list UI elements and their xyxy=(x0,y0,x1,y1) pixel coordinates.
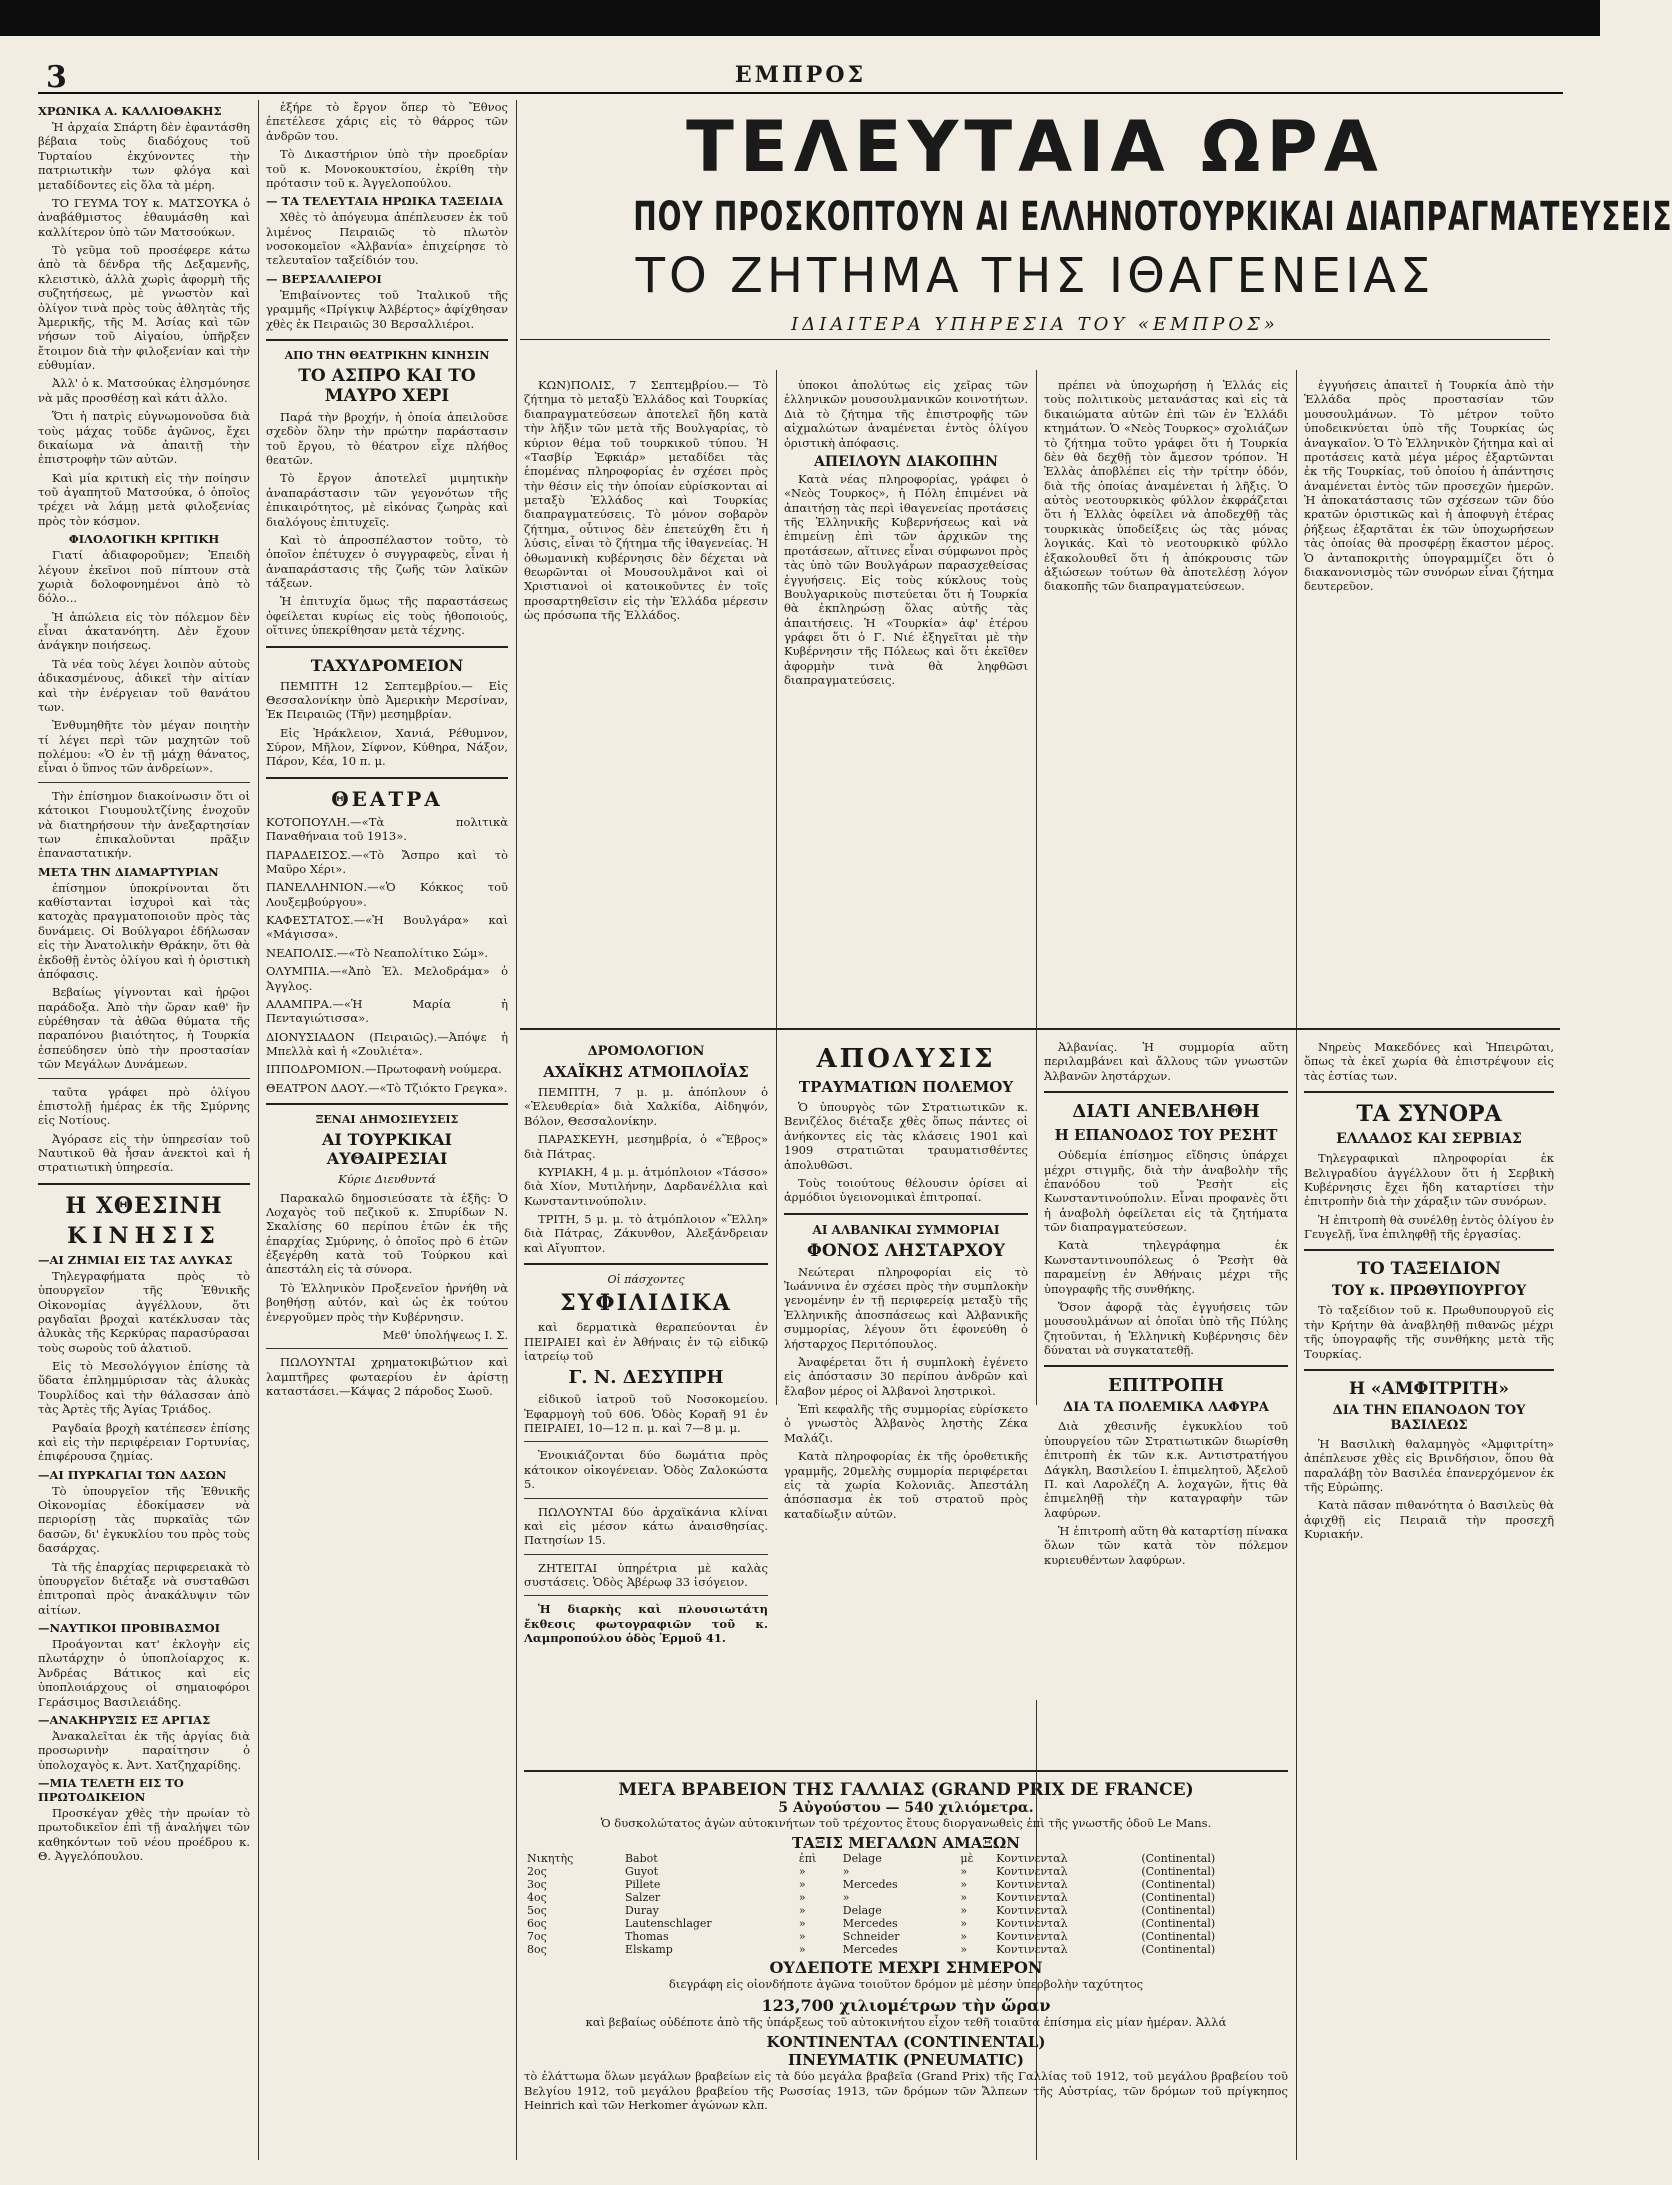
grand-prix-ad xyxy=(524,1770,1288,2160)
column-rule xyxy=(1296,370,1297,2160)
news-subhead: —ΜΙΑ ΤΕΛΕΤΗ ΕΙΣ ΤΟ ΠΡΩΤΟΔΙΚΕΙΟΝ xyxy=(38,1776,184,1804)
divider xyxy=(1304,1249,1554,1251)
lead-column xyxy=(1044,378,1288,1018)
paragraph: Νηρεὺς Μακεδόνες καὶ Ἠπειρῶται, ὅπως τὰ ἐκεῖ χωρία θὰ ἐπιστρέψουν εἰς τὰς ἑστίας των. xyxy=(1304,1040,1554,1083)
chronicle-heading: ΚΙΝΗΣΙΣ xyxy=(67,1222,221,1249)
paragraph: Ἐπὶ κεφαλῆς τῆς συμμορίας εὑρίσκετο ὁ γνωστὸς Ἀλβανὸς ληστὴς Ζέκα Μαλάζι. xyxy=(784,1402,1028,1445)
newspaper-name: ΕΜΠΡΟΣ xyxy=(734,62,867,88)
paragraph: Ἡ ἐπιτροπὴ αὕτη θὰ καταρτίσῃ πίνακα ὅλων τῶν κατὰ τὸν πόλεμον κυριευθέντων λαφύρων. xyxy=(1044,1524,1288,1567)
table-cell: Delage xyxy=(842,1904,882,1918)
divider xyxy=(524,1441,768,1442)
paragraph: Ὁ δυσκολώτατος ἀγὼν αὐτοκινήτων τοῦ τρέχοντος ἔτους διοργανωθεὶς ἐπὶ τῆς γνωστῆς ὁδοῦ Le Mans. xyxy=(600,1816,1212,1830)
divider xyxy=(784,1213,1028,1215)
banner-headline xyxy=(520,106,1672,340)
table-cell: » xyxy=(798,1865,806,1879)
table-cell: Mercedes xyxy=(842,1943,898,1957)
table-cell: Κοντινενταλ xyxy=(996,1891,1068,1905)
theatre-listing: ΚΟΤΟΠΟΥΛΗ.—«Τὰ πολιτικὰ Παναθήναια τοῦ 1913». xyxy=(266,814,508,844)
divider xyxy=(524,1595,768,1596)
section-heading: ΑΠΕΙΛΟΥΝ ΔΙΑΚΟΠΗΝ xyxy=(814,453,998,470)
table-cell: 5ος xyxy=(527,1904,547,1918)
table-cell: Mercedes xyxy=(842,1878,898,1892)
paragraph: Ραγδαία βροχὴ κατέπεσεν ἐπίσης καὶ εἰς τὴν περιφέρειαν Γορτυνίας, ἐπιφέρουσα ζημίας. xyxy=(38,1420,250,1464)
paragraph: Κατὰ τηλεγράφημα ἐκ Κωνσταντινουπόλεως ὁ Ῥεσὴτ θὰ παραμείνῃ ἐν Ἀθήναις μέχρι τῆς ὑπογραφῆς τῆς συνθήκης. xyxy=(1044,1238,1288,1296)
theatre-listing: ΚΑΦΕΣΤΑΤΟΣ.—«Ἡ Βουλγάρα» καὶ «Μάγισσα». xyxy=(266,913,508,942)
table-cell: (Continental) xyxy=(1141,1943,1216,1957)
section-heading: ΘΕΑΤΡΑ xyxy=(331,786,443,811)
column-rule xyxy=(516,100,517,2160)
paragraph: Ὁ ὑπουργὸς τῶν Στρατιωτικῶν κ. Βενιζέλος διέταξε χθὲς ὅπως πάντες οἱ ἀνήκοντες εἰς τὰς κλάσεις 1901 καὶ 1909 στρατιῶται τραυματισθέντες ἀπολυθῶσι. xyxy=(784,1100,1028,1172)
table-row xyxy=(524,1917,1288,1930)
paragraph: Τὸ ὑπουργεῖον τῆς Ἐθνικῆς Οἰκονομίας ἐδοκίμασεν νὰ περιορίσῃ τὰς πυρκαϊὰς τῶν δασῶν, δι' ἐγκυκλίου του πρὸς τοὺς δασάρχας. xyxy=(38,1483,250,1556)
table-cell: Pillete xyxy=(624,1878,661,1892)
paragraph: Ἀλλ' ὁ κ. Ματσούκας ἐλησμόνησε νὰ μᾶς προσθέσῃ καὶ κάτι ἀλλο. xyxy=(38,376,250,405)
paragraph: Προσκέγαν χθὲς τὴν πρωίαν τὸ πρωτοδικεῖον ἐπὶ τῇ ἀναλήψει τῶν καθηκόντων τοῦ νέου προέδρου κ. Θ. Ἀγγελόπουλου. xyxy=(38,1806,250,1864)
column-rule xyxy=(1036,370,1037,1405)
article-heading: ΑΠΟΛΥΣΙΣ xyxy=(816,1044,996,1074)
table-cell: (Continental) xyxy=(1141,1891,1216,1905)
table-cell: Κοντινενταλ xyxy=(996,1865,1068,1879)
classified-ad: ΠΩΛΟΥΝΤΑΙ χρηματοκιβώτιον καὶ λαμπτῆρες φωταερίου ἐν ἀρίστῃ καταστάσει.—Κάψας 2 πάροδος Σωοῦ. xyxy=(266,1355,508,1398)
table-cell: Κοντινενταλ xyxy=(996,1878,1068,1892)
paragraph: ΠΑΡΑΣΚΕΥΗ, μεσημβρία, ὁ «Ἕβρος» διὰ Πάτρας. xyxy=(524,1132,768,1161)
table-row xyxy=(524,1865,1288,1878)
divider xyxy=(266,339,508,341)
table-cell: » xyxy=(798,1930,806,1944)
table-cell: » xyxy=(798,1891,806,1905)
table-cell: 7ος xyxy=(527,1930,547,1944)
theatre-listing: ΝΕΑΠΟΛΙΣ.—«Τὸ Νεαπολίτικο Σώμ». xyxy=(266,945,489,960)
classified-ad: ΠΩΛΟΥΝΤΑΙ δύο ἀρχαϊκάνια κλίναι καὶ εἰς μέσον κάτω ἀναισθησίας. Πατησίων 15. xyxy=(524,1504,768,1548)
lead-column xyxy=(1304,378,1554,1018)
classified-ad: Ἡ διαρκὴς καὶ πλουσιωτάτη ἔκθεσις φωτογραφιῶν τοῦ κ. Λαμπροπούλου ὁδὸς Ἑρμοῦ 41. xyxy=(524,1602,768,1646)
paragraph: Ἀγόρασε εἰς τὴν ὑπηρεσίαν τοῦ Ναυτικοῦ θὰ ἦσαν ἀνεκτοὶ καὶ ἡ στρατιωτικὴ ὑπηρεσία. xyxy=(38,1131,250,1175)
article-heading: ΤΟ ΤΑΞΕΙΔΙΟΝ xyxy=(1357,1259,1501,1280)
article-heading: Η «ΑΜΦΙΤΡΙΤΗ» xyxy=(1348,1378,1510,1399)
paragraph: καὶ δερματικὰ θεραπεύονται ἐν ΠΕΙΡΑΙΕΙ καὶ ἐν Ἀθήναις ἐν τῷ εἰδικῷ ἰατρείῳ τοῦ xyxy=(524,1320,768,1363)
table-cell: Babot xyxy=(624,1852,658,1866)
table-heading: ΤΑΞΙΣ ΜΕΓΑΛΩΝ ΑΜΑΞΩΝ xyxy=(792,1834,1020,1853)
paragraph: Τὸ Ἑλληνικὸν Προξενεῖον ἠρνήθη νὰ βοηθήσῃ αὐτόν, καὶ ὡς ἐκ τούτου ἐνεργοῦμεν πρὸς τὴν Κυβέρνησιν. xyxy=(266,1280,508,1324)
section-heading: ΑΠΟ ΤΗΝ ΘΕΑΤΡΙΚΗΝ ΚΙΝΗΣΙΝ xyxy=(284,348,490,362)
article-heading: ΔΙΑ ΤΗΝ ΕΠΑΝΟΔΟΝ ΤΟΥ ΒΑΣΙΛΕΩΣ xyxy=(1332,1402,1526,1433)
news-subhead: —ΝΑΥΤΙΚΟΙ ΠΡΟΒΙΒΑΣΜΟΙ xyxy=(38,1621,221,1635)
table-cell: (Continental) xyxy=(1141,1852,1216,1866)
table-cell: » xyxy=(798,1904,806,1918)
table-cell: » xyxy=(960,1917,968,1931)
table-cell: Salzer xyxy=(624,1891,661,1905)
paragraph: Παρά τὴν βροχήν, ἡ ὁποία ἀπειλοῦσε σχεδὸν ὅλην τὴν πρώτην παράστασιν τοῦ ἔργου, τὸ θέατρον εἶχε πλήθος θεατῶν. xyxy=(266,409,508,467)
paragraph: Εἰς τὸ Μεσολόγγιον ἐπίσης τὰ ὕδατα ἐπλημμύρισαν τὰς ἀλυκὰς Τουρλίδος καὶ τὴν θάλασσαν ἀπὸ τὰς Ἀρτὲς τῆς Ἀγίας Τριάδος. xyxy=(38,1359,250,1417)
banner-line: ΤΕΛΕΥΤΑΙΑ ΩΡΑ xyxy=(686,106,1384,188)
table-cell: » xyxy=(960,1865,968,1879)
theatre-listing: ΠΑΝΕΛΛΗΝΙΟΝ.—«Ὁ Κόκκος τοῦ Λουξεμβούργου». xyxy=(266,880,508,909)
banner-line: ΤΟ ΖΗΤΗΜΑ ΤΗΣ ΙΘΑΓΕΝΕΙΑΣ xyxy=(635,248,1435,304)
banner-line: ΠΟΥ ΠΡΟΣΚΟΠΤΟΥΝ ΑΙ ΕΛΛΗΝΟΤΟΥΡΚΙΚΑΙ ΔΙΑΠΡΑΓΜΑΤΕΥΣΕΙΣ xyxy=(633,194,1672,240)
news-subhead: —ΑΙ ΖΗΜΙΑΙ ΕΙΣ ΤΑΣ ΑΛΥΚΑΣ xyxy=(38,1252,233,1267)
table-cell: 3ος xyxy=(527,1878,547,1892)
table-cell: Schneider xyxy=(842,1930,900,1944)
paragraph: ἐπίσημον ὑποκρίνονται ὅτι καθίστανται ἰσχυροὶ καὶ τὰς κατοχὰς πραγματοποιοῦν πρὸς τὰς δυνάμεις. Οἱ Βούλγαροι ἐδήλωσαν εἰς τὴν Ἀνατολικὴν Θράκην, ὅτι θὰ ἐκδοθῇ ἐντὸς ὀλίγου καὶ ἡ ὁριστικὴ ἀπόφασις. xyxy=(38,880,250,981)
paragraph: Ἡ Βασιλικὴ θαλαμηγὸς «Ἀμφιτρίτη» ἀπέπλευσε χθὲς εἰς Βρινδήσιον, ὅπου θὰ παραλάβῃ τὸν Βασιλέα ἐπανερχόμενον ἐκ τῆς Εὐρώπης. xyxy=(1304,1436,1554,1494)
table-cell: μὲ xyxy=(960,1852,974,1866)
table-cell: » xyxy=(798,1878,806,1892)
paragraph: Νεώτεραι πληροφορίαι εἰς τὸ Ἰωάννινα ἐν σχέσει πρὸς τὴν συμπλοκὴν γενομένην ἐν τῇ περιφερείᾳ μεταξὺ τῆς Ἑλληνικῆς ἀποσπάσεως καὶ Ἀλβανικῆς συμμορίας, λέγουν ὅτι ἐφονεύθη ὁ λήσταρχος Περιτόπουλος. xyxy=(784,1264,1028,1351)
news-column xyxy=(784,1040,1028,1521)
paragraph: Ἡ ἀπώλεια εἰς τὸν πόλεμον δὲν εἶναι ἀκατανόητη. Δὲν ἔχουν ἀνάγκην ποιήσεως. xyxy=(38,609,250,653)
lead-column xyxy=(524,378,768,1018)
table-cell: 2ος xyxy=(527,1865,547,1879)
article-heading: ΕΛΛΑΔΟΣ ΚΑΙ ΣΕΡΒΙΑΣ xyxy=(1336,1131,1522,1148)
paragraph: διεγράφη εἰς οἱονδήποτε ἀγῶνα τοιοῦτον δρόμον μὲ μέσην ὑπερβολὴν ταχύτητος xyxy=(668,1977,1144,1992)
divider xyxy=(266,777,508,779)
article-heading: ΔΙΑ ΤΑ ΠΟΛΕΜΙΚΑ ΛΑΦΥΡΑ xyxy=(1063,1400,1269,1416)
divider xyxy=(266,1348,508,1349)
ad-highlight: 123,700 χιλιομέτρων τὴν ὥραν xyxy=(761,1995,1051,2015)
paragraph: Τὸ Δικαστήριον ὑπὸ τὴν προεδρίαν τοῦ κ. Μονοκουκτσίου, ἐκρίθη τὴν πρότασιν τοῦ κ. Ἀγγελοπούλου. xyxy=(266,147,508,190)
paragraph: Χθὲς τὸ ἀπόγευμα ἀπέπλευσεν ἐκ τοῦ λιμένος Πειραιῶς τὸ πλωτὸν νοσοκομεῖον «Ἀλβανία» ἐπιχείρησε τὸ τελευταῖον ταξείδιόν του. xyxy=(266,210,508,268)
paragraph: Ἀλβανίας. Ἡ συμμορία αὕτη περιλαμβάνει καὶ ἄλλους τῶν γνωστῶν Ἀλβανῶν ληστάρχων. xyxy=(1044,1040,1288,1083)
paragraph: Ἀναφέρεται ὅτι ἡ συμπλοκὴ ἐγένετο εἰς ἀπόστασιν 30 περίπου ἀνδρῶν καὶ ἔλαβον μέρος οἱ Ἀλβανοὶ ληστρικοὶ. xyxy=(784,1354,1028,1398)
paragraph: ἐγγυήσεις ἀπαιτεῖ ἡ Τουρκία ἀπὸ τὴν Ἑλλάδα πρὸς προστασίαν τῶν μουσουλμάνων. Τὸ μέτρον τοῦτο ὑποδεικνύεται ὑπὸ τῆς Τουρκίας ὡς ἀναγκαῖον. Ὁ Τὸ Ἑλληνικὸν ζήτημα καὶ αἱ προτάσεις κατὰ μέγα μέρος ἐξαρτῶνται ἐκ τῆς Τουρκίας, τοῦ ὁποίου ἡ ἀπάντησις ἀναμένεται ἐντὸς τῶν προσεχῶν ἡμερῶν. Ἡ ἀποκατάστασις τῶν σχέσεων τῶν δύο κρατῶν ὁριστικῶς καὶ ἡ ἀποφυγὴ ἑτέρας ῥήξεως ἐξαρτᾶται ἐκ τῶν ὑποχωρήσεων τὰς ὁποίας θὰ προσφέρῃ ἕκαστον μέρος. Ὁ ἀνταποκριτὴς ὑπογραμμίζει ὅτι ὁ διακανονισμὸς τῶν συνόρων εἶναι ζήτημα δευτερεῦον. xyxy=(1304,378,1554,594)
table-cell: » xyxy=(842,1865,850,1879)
paragraph: εἰδικοῦ ἰατροῦ τοῦ Νοσοκομείου. Ἐφαρμογὴ τοῦ 606. Ὁδὸς Κοραῆ 91 ἐν ΠΕΙΡΑΙΕΙ, 10—12 π. μ. καὶ 7—8 μ. μ. xyxy=(524,1392,768,1435)
ad-highlight: ΟΥΔΕΠΟΤΕ ΜΕΧΡΙ ΣΗΜΕΡΟΝ xyxy=(769,1958,1043,1978)
table-cell: (Continental) xyxy=(1141,1904,1216,1918)
table-cell: 4ος xyxy=(527,1891,547,1905)
ad-subheading: 5 Αὐγούστου — 540 χιλιόμετρα. xyxy=(778,1800,1034,1816)
paragraph: Γιατί ἀδιαφοροῦμεν; Ἐπειδὴ λέγουν ἐκεῖνοι ποῦ πίπτουν στὰ χωριὰ δολοφονημένοι ἀπὸ τὸ δόλο... xyxy=(38,548,250,606)
theatre-listing: ΔΙΟΝΥΣΙΑΔΟΝ (Πειραιῶς).—Ἀπόψε ἡ Μπελλὰ καὶ ἡ «Ζουλιέτα». xyxy=(266,1029,508,1058)
classified-ad: Ἐνοικιάζονται δύο δωμάτια πρὸς κάτοικον οἰκογένειαν. Ὁδὸς Ζαλοκώστα 5. xyxy=(524,1448,768,1492)
top-black-bar xyxy=(0,0,1600,36)
paragraph: Ὅσον ἀφορᾷ τὰς ἐγγυήσεις τῶν μουσουλμάνων αἱ ὁποῖαι ὑπὸ τῆς Πύλης ζητοῦνται, ἡ Ἑλληνικὴ Κυβέρνησις δὲν δύναται νὰ συγκατατεθῇ. xyxy=(1044,1299,1288,1357)
paragraph: Οὐδεμία ἐπίσημος εἴδησις ὑπάρχει μέχρι στιγμῆς, διὰ τὴν ἀναβολὴν τῆς ἐπανόδου τοῦ Ῥεσὴτ εἰς Κωνσταντινούπολιν. Εἶναι προφανὲς ὅτι ἡ ἀναβολὴ ὀφείλεται εἰς τὰ ζητήματα τῶν διαπραγματεύσεων. xyxy=(1044,1148,1288,1234)
divider xyxy=(266,1103,508,1105)
table-cell: Delage xyxy=(842,1852,882,1866)
paragraph: Παρακαλῶ δημοσιεύσατε τὰ ἑξῆς: Ὁ Λοχαγὸς τοῦ πεζικοῦ κ. Σπυρίδων Ν. Σκαλίσης 60 περίπου ἐτῶν ἐκ τῆς ἐπαρχίας Σμύρνης, ὁ ὁποῖος πρὸ 6 ἐτῶν ἐξεγέρθη κατὰ τοῦ Τούρκου καὶ ἀπεστάλη εἰς τὰ σύνορα. xyxy=(266,1190,508,1277)
theatre-listing: ΟΛΥΜΠΙΑ.—«Ἀπὸ Ἑλ. Μελοδράμα» ὁ Ἀγγλος. xyxy=(266,964,508,993)
ad-heading: ΔΡΟΜΟΛΟΓΙΟΝ xyxy=(587,1044,705,1059)
paragraph: Ἡ ἐπιτροπὴ θὰ συνέλθῃ ἐντὸς ὀλίγου ἐν Γευγελῇ, ἵνα ἐπιληφθῇ τῆς ἐργασίας. xyxy=(1304,1212,1554,1241)
table-cell: Thomas xyxy=(624,1930,669,1944)
ad-heading: ΑΧΑΪΚΗΣ ΑΤΜΟΠΛΟΪΑΣ xyxy=(543,1063,749,1081)
news-subhead: — ΤΑ ΤΕΛΕΥΤΑΙΑ ΗΡΩΙΚΑ ΤΑΞΕΙΔΙΑ xyxy=(266,194,503,209)
news-column xyxy=(1044,1040,1288,1690)
table-cell: » xyxy=(798,1917,806,1931)
table-cell: » xyxy=(960,1891,968,1905)
paragraph: Διὰ χθεσινῆς ἐγκυκλίου τοῦ ὑπουργείου τῶν Στρατιωτικῶν διωρίσθη ἐπιτροπὴ ἐκ τῶν κ.κ. Αντιστρατήγου Δάγκλη, Βασιλείου Ι. ἐπιμελητοῦ, Ἀξελοῦ Π. καὶ Λαρολέζη Α. λοχαγῶν, ἥτις θὰ ἐπιμεληθῇ τὴν καταγραφὴν τῶν λαφύρων. xyxy=(1044,1419,1288,1520)
masthead-rule xyxy=(38,92,1563,94)
table-cell: Elskamp xyxy=(624,1943,673,1957)
article-heading: ΤΡΑΥΜΑΤΙΩΝ ΠΟΛΕΜΟΥ xyxy=(798,1078,1014,1096)
ad-pretext: Οἱ πάσχοντες xyxy=(607,1273,685,1287)
divider xyxy=(524,1554,768,1555)
paragraph: Τοὺς τοιούτους θέλουσιν ὁρίσει αἱ ἁρμόδιοι ὑγειονομικαὶ ἐπιτροπαί. xyxy=(784,1175,1028,1205)
article-heading: ΦΟΝΟΣ ΛΗΣΤΑΡΧΟΥ xyxy=(807,1240,1005,1261)
ads-column xyxy=(524,1040,768,1760)
paragraph: ἐξήρε τὸ ἔργον ὅπερ τὸ Ἔθνος ἐπετέλεσε χάρις εἰς τὸ θάρρος τῶν ἀνδρῶν του. xyxy=(266,100,508,143)
classified-ad: ΖΗΤΕΙΤΑΙ ὑπηρέτρια μὲ καλὰς συστάσεις. Ὁδὸς Ἀβέρωφ 33 ἰσόγειον. xyxy=(524,1560,768,1589)
paragraph: ὑποκοι ἀπολύτως εἰς χεῖρας τῶν ἑλληνικῶν μουσουλμανικῶν κοινοτήτων. Διὰ τὸ ζήτημα τῆς ἐπιστροφῆς τῶν αἰχμαλώτων ἀναμένεται ἐντὸς ὀλίγου ὁριστικὴ ἀπόφασις. xyxy=(784,378,1028,450)
news-subhead: —ΑΝΑΚΗΡΥΞΙΣ ΕΞ ΑΡΓΙΑΣ xyxy=(38,1712,211,1727)
table-cell: » xyxy=(960,1943,968,1957)
article-heading: Η ΕΠΑΝΟΔΟΣ ΤΟΥ ΡΕΣΗΤ xyxy=(1054,1126,1278,1145)
article-heading: ΤΑ ΣΥΝΟΡΑ xyxy=(1356,1101,1502,1128)
table-cell: Mercedes xyxy=(842,1917,898,1931)
ad-highlight: ΠΝΕΥΜΑΤΙΚ (PNEUMATIC) xyxy=(788,2051,1024,2070)
second-column xyxy=(266,100,508,2160)
page-number: 3 xyxy=(46,60,67,95)
article-heading: ΕΠΙΤΡΟΠΗ xyxy=(1108,1375,1224,1397)
table-cell: ἐπὶ xyxy=(798,1852,817,1866)
table-cell: (Continental) xyxy=(1141,1878,1216,1892)
paragraph: ΤΡΙΤΗ, 5 μ. μ. τὸ ἀτμόπλοιον «Ἕλλη» διὰ Πάτρας, Ζάκυνθον, Ἀλεξάνδρειαν καὶ Αἴγυπτον. xyxy=(524,1212,768,1255)
paragraph: Ἡ ἐπιτυχία ὅμως τῆς παραστάσεως ὀφείλεται κυρίως εἰς τοὺς ἠθοποιούς, οἵτινες ὑπεκρίθησαν μετὰ τέχνης. xyxy=(266,594,508,638)
article-heading: ΤΟ ΑΣΠΡΟ ΚΑΙ ΤΟ ΜΑΥΡΟ ΧΕΡΙ xyxy=(298,365,476,406)
divider xyxy=(1304,1091,1554,1093)
left-column xyxy=(38,100,250,2160)
paragraph: Τὰ τῆς ἐπαρχίας περιφερειακὰ τὸ ὑπουργεῖον διέταξε νὰ συσταθῶσι ἐπιτροπαὶ πρὸς ἀνακάλυψιν τῶν αἰτίων. xyxy=(38,1559,250,1617)
table-cell: Νικητὴς xyxy=(527,1852,574,1866)
table-cell: » xyxy=(960,1930,968,1944)
divider xyxy=(266,646,508,648)
paragraph: Ἀνακαλεῖται ἐκ τῆς ἀργίας διὰ προσωρινὴν παραίτησιν ὁ ὑπολοχαγὸς κ. Ἀντ. Χατζηχαρίδης. xyxy=(38,1728,250,1772)
paragraph: πρέπει νὰ ὑποχωρήσῃ ἡ Ἑλλάς εἰς τοὺς πολιτικοὺς μετανάστας καὶ εἰς τὰ δικαιώματα αὐτῶν ἐπὶ τῶν ἐν Ἑλλάδι κτημάτων. Ὁ «Νεὸς Τουρκος» σχολιάζων τὸ ζήτημα τοῦτο γράφει ὅτι ἡ Τουρκία δὲν θὰ δεχθῇ τὸν ἄμεσον τρόπον. Ἡ Ἑλλὰς ἀποβλέπει εἰς τὴν τρίτην ὁδόν, διὰ τῆς ὁποίας ἀναμένεται ἡ λῆξις. Ὁ αὐτὸς νεοτουρκικὸς φύλλον ἐκφράζεται ὅτι ἡ Ἑλλὰς ὀφείλει νὰ ἀποδεχθῇ τὰς τουρκικὰς ὑποδείξεις ὡς τὰς μόνας λογικάς. Καὶ τὸ νεοτουρκικὸ φύλλο ἐξακολουθεῖ ὅτι ἡ ἀπόκρουσις τῶν ἀξιώσεων τούτων θὰ ἀποτελέσῃ λόγον διακοπῆς τῶν διαπραγματεύσεων. xyxy=(1044,378,1288,594)
section-heading: ΑΙ ΑΛΒΑΝΙΚΑΙ ΣΥΜΜΟΡΙΑΙ xyxy=(812,1222,1000,1237)
divider xyxy=(520,1028,1560,1030)
ad-heading: ΜΕΓΑ ΒΡΑΒΕΙΟΝ ΤΗΣ ΓΑΛΛΙΑΣ (GRAND PRIX DE FRANCE) xyxy=(618,1780,1194,1800)
article-heading: ΑΙ ΤΟΥΡΚΙΚΑΙ ΑΥΘΑΙΡΕΣΙΑΙ xyxy=(322,1130,452,1169)
column-rule xyxy=(258,100,259,2160)
news-column xyxy=(1304,1040,1554,2160)
table-cell: Κοντινενταλ xyxy=(996,1930,1068,1944)
paragraph: Βεβαίως γίγνονται καὶ ἡρῷοι παράδοξα. Ἀπὸ τὴν ὥραν καθ' ἣν εὑρέθησαν τὰ ἀθῶα θύματα τῆς παραπόνου βιαιότητος, ἡ Τουρκία ἐσπεύδησεν ὑπὸ τὴν προστασίαν τῶν Μεγάλων Δυνάμεων. xyxy=(38,985,250,1072)
banner-line: ΙΔΙΑΙΤΕΡΑ ΥΠΗΡΕΣΙΑ ΤΟΥ «ΕΜΠΡΟΣ» xyxy=(520,314,1550,340)
paragraph: Κατὰ νέας πληροφορίας, γράφει ὁ «Νεὸς Τουρκος», ἡ Πόλη ἐπιμένει νὰ ἀπαιτήσῃ τὰς περὶ ἰθαγενείας προτάσεις τῆς Ἑλληνικῆς Κυβερνήσεως καὶ νὰ ἐπιμείνῃ ἐπὶ τῶν ἀρχικῶν της προτάσεων, αἵτινες εἶναι σύμφωνοι πρὸς τὰς ὑπὸ τῶν Βουλγάρων παρασχεθείσας ἐγγυήσεις. Εἰς τοὺς κύκλους τοὺς Βουλγαρικοὺς πιστεύεται ὅτι ἡ Τουρκία θὰ ἐκπληρώσῃ ὅλας αὐτῆς τὰς ἀπαιτήσεις. Ἡ «Τουρκία» ἀφ' ἑτέρου γράφει ὅτι ὁ Γ. Νιέ ἐξηγεῖται μὲ τὴν Κυβέρνησιν τῆς Πόλεως καὶ ὅτι ἐκεῖθεν ἀφορμὴν τινὰ θὰ ληφθῶσι διαπραγματεύσεις. xyxy=(784,471,1028,688)
section-heading: ΤΑΧΥΔΡΟΜΕΙΟΝ xyxy=(310,655,464,675)
column-rule xyxy=(776,370,777,1405)
table-cell: Lautenschlager xyxy=(624,1917,712,1931)
table-cell: Κοντινενταλ xyxy=(996,1943,1068,1957)
table-cell: » xyxy=(842,1891,850,1905)
article-heading: ΤΟΥ κ. ΠΡΩΘΥΠΟΥΡΓΟΥ xyxy=(1331,1283,1527,1300)
paragraph: Κατὰ πᾶσαν πιθανότητα ὁ Βασιλεὺς θὰ ἀφιχθῇ εἰς Πειραιᾶ τὴν προσεχῆ Κυριακήν. xyxy=(1304,1498,1554,1542)
ad-highlight: ΚΟΝΤΙΝΕΝΤΑΛ (CONTINENTAL) xyxy=(766,2033,1046,2052)
table-cell: » xyxy=(960,1904,968,1918)
paragraph: Τὰ νέα τοὺς λέγει λοιπὸν αὐτοὺς ἀδικασμένους, ἀδικεῖ τὴν αἰτίαν καὶ τὴν ἐνέργειαν τοῦ θανάτου των. xyxy=(38,656,250,714)
paragraph: ταῦτα γράφει πρὸ ὀλίγου ἐπιστολῇ ἡμέρας ἐκ τῆς Σμύρνης εἰς Νοτίους. xyxy=(38,1084,250,1128)
ad-heading: ΣΥΦΙΛΙΔΙΚΑ xyxy=(560,1290,732,1317)
paragraph: Τηλεγραφήματα πρὸς τὸ ὑπουργεῖον τῆς Ἐθνικῆς Οἰκονομίας ἀγγέλλουν, ὅτι ραγδαῖαι βροχαὶ κατέκλυσαν τὰς ἀλυκὰς τῆς Κερκύρας παρασύρασαι τοὺς σωροὺς τοῦ ἁλατιοῦ. xyxy=(38,1268,250,1355)
theatre-listing: ΘΕΑΤΡΟΝ ΔΑΟΥ.—«Τὸ Τζιόκτο Γρεγκα». xyxy=(266,1080,508,1095)
chronicle-heading: Η ΧΘΕΣΙΝΗ xyxy=(65,1192,223,1219)
paragraph: Τὴν ἐπίσημον διακοίνωσιν ὅτι οἱ κάτοικοι Γιουμουλτζίνης ἐνοχοῦν νὰ διατηρήσουν τὴν ἀνεξαρτησίαν των ἐπικαλοῦνται πρᾶξιν ἐπαναστατικήν. xyxy=(38,788,250,861)
paragraph: Τηλεγραφικαὶ πληροφορίαι ἐκ Βελιγραδίου ἀγγέλλουν ὅτι ἡ Σερβικὴ Κυβέρνησις ἔχει ἤδη καταρτίσει τὴν ἐπιτροπὴν διὰ τὴν χάραξιν τῶν συνόρων. xyxy=(1304,1151,1554,1209)
paragraph: Τὸ γεῦμα τοῦ προσέφερε κάτω ἀπὸ τὰ δένδρα τῆς Δεξαμενῆς, κλειστικὸ, ἀλλὰ χωρὶς ἀφορμὴ τῆς συζητήσεως, μὲ γνωστὸν καὶ ὀλίγον τινὰ πρὸς τοὺς ἀθλητὰς τῆς Ἀμερικῆς, τῆς Μ. Ἀσίας καὶ τῶν νήσων τοῦ Αἰγαίου, ὑπῆρξεν ἔτοιμον διὰ τὴν φιλοξενίαν καὶ τὴν εὐθυμίαν. xyxy=(38,243,250,372)
masthead xyxy=(38,60,1563,95)
article-heading: ΔΙΑΤΙ ΑΝΕΒΛΗΘΗ xyxy=(1072,1101,1260,1123)
section-heading: ΜΕΤΑ ΤΗΝ ΔΙΑΜΑΡΤΥΡΙΑΝ xyxy=(38,864,219,879)
news-subhead: —ΑΙ ΠΥΡΚΑΓΙΑΙ ΤΩΝ ΔΑΣΩΝ xyxy=(38,1467,227,1482)
table-row xyxy=(524,1852,1288,1865)
section-heading: ΞΕΝΑΙ ΔΗΜΟΣΙΕΥΣΕΙΣ xyxy=(315,1113,459,1127)
divider xyxy=(38,1183,250,1185)
ad-name: Γ. Ν. ΔΕΣΥΠΡΗ xyxy=(568,1367,724,1389)
theatre-listing: ΑΛΑΜΠΡΑ.—«Ἡ Μαρία ἡ Πενταγιώτισσα». xyxy=(266,996,508,1026)
table-cell: (Continental) xyxy=(1141,1930,1216,1944)
paragraph: Προάγονται κατ' ἐκλογὴν εἰς πλωτάρχην ὁ ὑποπλοίαρχος κ. Ἀνδρέας Βάτικος καὶ εἰς ὑποπλοιάρχους οἱ σημαιοφόροι Γεράσιμος Βασιλειάδης. xyxy=(38,1637,250,1709)
paragraph: ΠΕΜΠΤΗ, 7 μ. μ. ἀπόπλουν ὁ «Ἐλευθερία» διὰ Χαλκίδα, Αἰδηψόν, Βόλον, Θεσσαλονίκην. xyxy=(524,1085,768,1128)
table-cell: Guyot xyxy=(624,1865,659,1879)
divider xyxy=(1044,1091,1288,1093)
paragraph: Εἰς Ἡράκλειον, Χανιά, Ρέθυμνον, Σύρον, Μῆλον, Σίφνον, Κύθηρα, Νάξον, Πάρον, Κέα, 10 π. μ. xyxy=(266,725,508,769)
signature: Μεθ' ὑπολήψεως Ι. Σ. xyxy=(382,1327,508,1342)
table-cell: (Continental) xyxy=(1141,1865,1216,1879)
divider xyxy=(38,1078,250,1079)
paragraph: Καὶ μία κριτικὴ εἰς τὴν ποίησιν τοῦ ἀγαπητοῦ Ματσούκα, ὁ ὁποῖος τρέχει νὰ λάμῃ μετὰ φιλοξενίας πρὸς τὸν κόσμον. xyxy=(38,470,250,528)
theatre-listing: ΠΑΡΑΔΕΙΣΟΣ.—«Τὸ Ἄσπρο καὶ τὸ Μαῦρο Χέρι». xyxy=(266,847,508,876)
paragraph: Καὶ τὸ ἀπροσπέλαστον τοῦτο, τὸ ὁποῖον ἐπέτυχεν ὁ συγγραφεὺς, εἶναι ἡ ἀναπαράστασις τῆς ζωῆς τῶν λαϊκῶν τάξεων. xyxy=(266,532,508,590)
table-cell: 8ος xyxy=(527,1943,547,1957)
table-row xyxy=(524,1930,1288,1943)
paragraph: καὶ βεβαίως οὐδέποτε ἀπὸ τῆς ὑπάρξεως τοῦ αὐτοκινήτου εἶχον τεθῆ τοιαῦτα ἐπίσημα εἰς μίαν ἡμέραν. Ἀλλά xyxy=(585,2014,1227,2029)
section-heading: ΦΙΛΟΛΟΓΙΚΗ ΚΡΙΤΙΚΗ xyxy=(68,532,220,547)
table-row xyxy=(524,1904,1288,1917)
table-row xyxy=(524,1891,1288,1904)
paragraph: τὸ ἐλάττωμα ὅλων μεγάλων βραβείων εἰς τὰ δύο μεγάλα βραβεῖα (Grand Prix) τῆς Γαλλίας τοῦ 1912, τοῦ μεγάλου βραβείου τοῦ Βελγίου 1912, τοῦ μεγάλου βραβείου τῆς Ρωσσίας 1913, τῶν δρόμων τῶν Ἄλπεων τῆς Αὐστρίας, τῶν δρόμων τοῦ πρίγκηπος Heinrich καὶ τῶν Herkomer ἀγώνων κλπ. xyxy=(524,2069,1288,2112)
paragraph: ΚΩΝ)ΠΟΛΙΣ, 7 Σεπτεμβρίου.— Τὸ ζήτημα τὸ μεταξὺ Ἑλλάδος καὶ Τουρκίας διαπραγματεύσεων ἀποτελεῖ ἤδη κατὰ τὴν λῆξιν τῶν μετὰ τῆς Βουλγαρίας, τὸ κύριον θέμα τοῦ τουρκικοῦ τύπου. Ἡ «Τασβίρ Ἐφκιάρ» μεταδίδει τὰς ἑπομένας πληροφορίας ἐν σχέσει πρὸς τὴν θέσιν εἰς τὴν ὁποίαν εὑρίσκονται αἱ μεταξὺ Ἑλλάδος καὶ Τουρκίας διαπραγματεύσεις. Τὸ μόνον σοβαρὸν ζήτημα, οὗτινος δὲν ἐπετεύχθη ἔτι ἡ λύσις, εἶναι τὸ ζήτημα τῆς ἰθαγενείας. Ἡ ὀθωμανικὴ κυβέρνησις δὲν δέχεται νὰ θεωρῶνται οἱ Μουσουλμᾶνοι καὶ οἱ Χριστιανοὶ οἱ κατοικοῦντες ἐν τοῖς προσαρτηθεῖσιν εἰς τὴν Ἑλλάδα μέρεσιν ὡς πρόσωπα τῆς Ἑλλάδος. xyxy=(524,378,768,622)
table-row xyxy=(524,1943,1288,1956)
paragraph: Κύριε Διευθυντά xyxy=(338,1172,436,1187)
table-row xyxy=(524,1878,1288,1891)
table-cell: » xyxy=(798,1943,806,1957)
paragraph: Ἐνθυμηθῆτε τὸν μέγαν ποιητὴν τί λέγει περὶ τῶν μαχητῶν τοῦ πολέμου: «Ὁ ἐν τῇ μάχῃ θάνατος, εἶναι ὁ ὕπνος τῶν ἀνδρείων». xyxy=(38,718,250,776)
paragraph: ΚΥΡΙΑΚΗ, 4 μ. μ. ἀτμόπλοιον «Τάσσο» διὰ Χίον, Μυτιλήνην, Δαρδανέλλια καὶ Κωνσταντινούπολιν. xyxy=(524,1164,768,1208)
paragraph: Ἡ ἀρχαία Σπάρτη δὲν ἐφαντάσθη βέβαια τοὺς διαδόχους τοῦ Τυρταίου ἐκχύνοντες τὴν πατριωτικὴν των φλόγα καὶ μεταδίδοντες εἰς ὅλα τὰ μέρη. xyxy=(38,120,250,192)
theatre-listing: ΙΠΠΟΔΡΟΜΙΟΝ.—Πρωτοφανὴ νούμερα. xyxy=(266,1062,502,1077)
lead-column xyxy=(784,378,1028,1018)
paragraph: Τὸ ἔργον ἀποτελεῖ μιμητικὴν ἀναπαράστασιν τῶν γεγονότων τῆς ἐπικαιρότητος, μὲ εἰκόνας ζωηρὰς καὶ διαλόγους ἐπιτυχεῖς. xyxy=(266,471,508,529)
paragraph: Τὸ ταξείδιον τοῦ κ. Πρωθυπουργοῦ εἰς τὴν Κρήτην θὰ ἀναβληθῇ πιθανῶς μέχρι τῆς ὑπογραφῆς τῆς συνθήκης μετὰ τῆς Τουρκίας. xyxy=(1304,1303,1554,1361)
divider xyxy=(38,782,250,783)
paragraph: Ἐπιβαίνοντες τοῦ Ἰταλικοῦ τῆς γραμμῆς «Πρίγκιψ Ἀλβέρτος» ἀφίχθησαν χθὲς ἐκ Πειραιῶς 30 Βερσαλλιέροι. xyxy=(266,287,509,331)
divider xyxy=(524,1770,1288,1772)
table-cell: Κοντινενταλ xyxy=(996,1904,1068,1918)
table-cell: Κοντινενταλ xyxy=(996,1917,1068,1931)
results-table xyxy=(524,1852,1288,1956)
divider xyxy=(524,1498,768,1499)
table-cell: » xyxy=(960,1878,968,1892)
divider xyxy=(1304,1369,1554,1371)
table-cell: Duray xyxy=(624,1904,659,1918)
paragraph: Κατὰ πληροφορίας ἐκ τῆς ὁροθετικῆς γραμμῆς, 20μελὴς συμμορία περιφέρεται εἰς τὰ χωρία Κολονιᾶς. Ἀπεστάλη ἀπόσπασμα ἐκ τοῦ στρατοῦ πρὸς καταδίωξιν αὐτῶν. xyxy=(784,1449,1028,1521)
paragraph: Ὅτι ἡ πατρὶς εὐγνωμονοῦσα διὰ τοὺς μάχας τοῦδε ἀγῶνος, ἔχει δικαίωμα νὰ ἀπαιτῇ τὴν ἐπιστροφὴν τῶν αὐτῶν. xyxy=(38,409,250,467)
news-subhead: — ΒΕΡΣΑΛΛΙΕΡΟΙ xyxy=(266,271,382,286)
table-cell: Κοντινενταλ xyxy=(996,1852,1068,1866)
divider xyxy=(524,1263,768,1265)
paragraph: ΠΕΜΠΤΗ 12 Σεπτεμβρίου.— Εἰς Θεσσαλονίκην ὑπὸ Ἀμερικὴν Μερσίναν, Ἐκ Πειραιῶς (Τῆν) μεσημβρίαν. xyxy=(266,678,508,722)
table-cell: 6ος xyxy=(527,1917,547,1931)
column-head: ΧΡΩΝΙΚΑ Α. ΚΑΛΛΙΟΘΑΚΗΣ xyxy=(38,104,222,118)
divider xyxy=(1044,1365,1288,1367)
paragraph: ΤΟ ΓΕΥΜΑ ΤΟΥ κ. ΜΑΤΣΟΥΚΑ ὁ ἀναβάθμιστος ἐθαυμάσθη καὶ καλλίτερον ὑπὸ τῶν Ματσούκων. xyxy=(38,195,250,239)
table-cell: (Continental) xyxy=(1141,1917,1216,1931)
